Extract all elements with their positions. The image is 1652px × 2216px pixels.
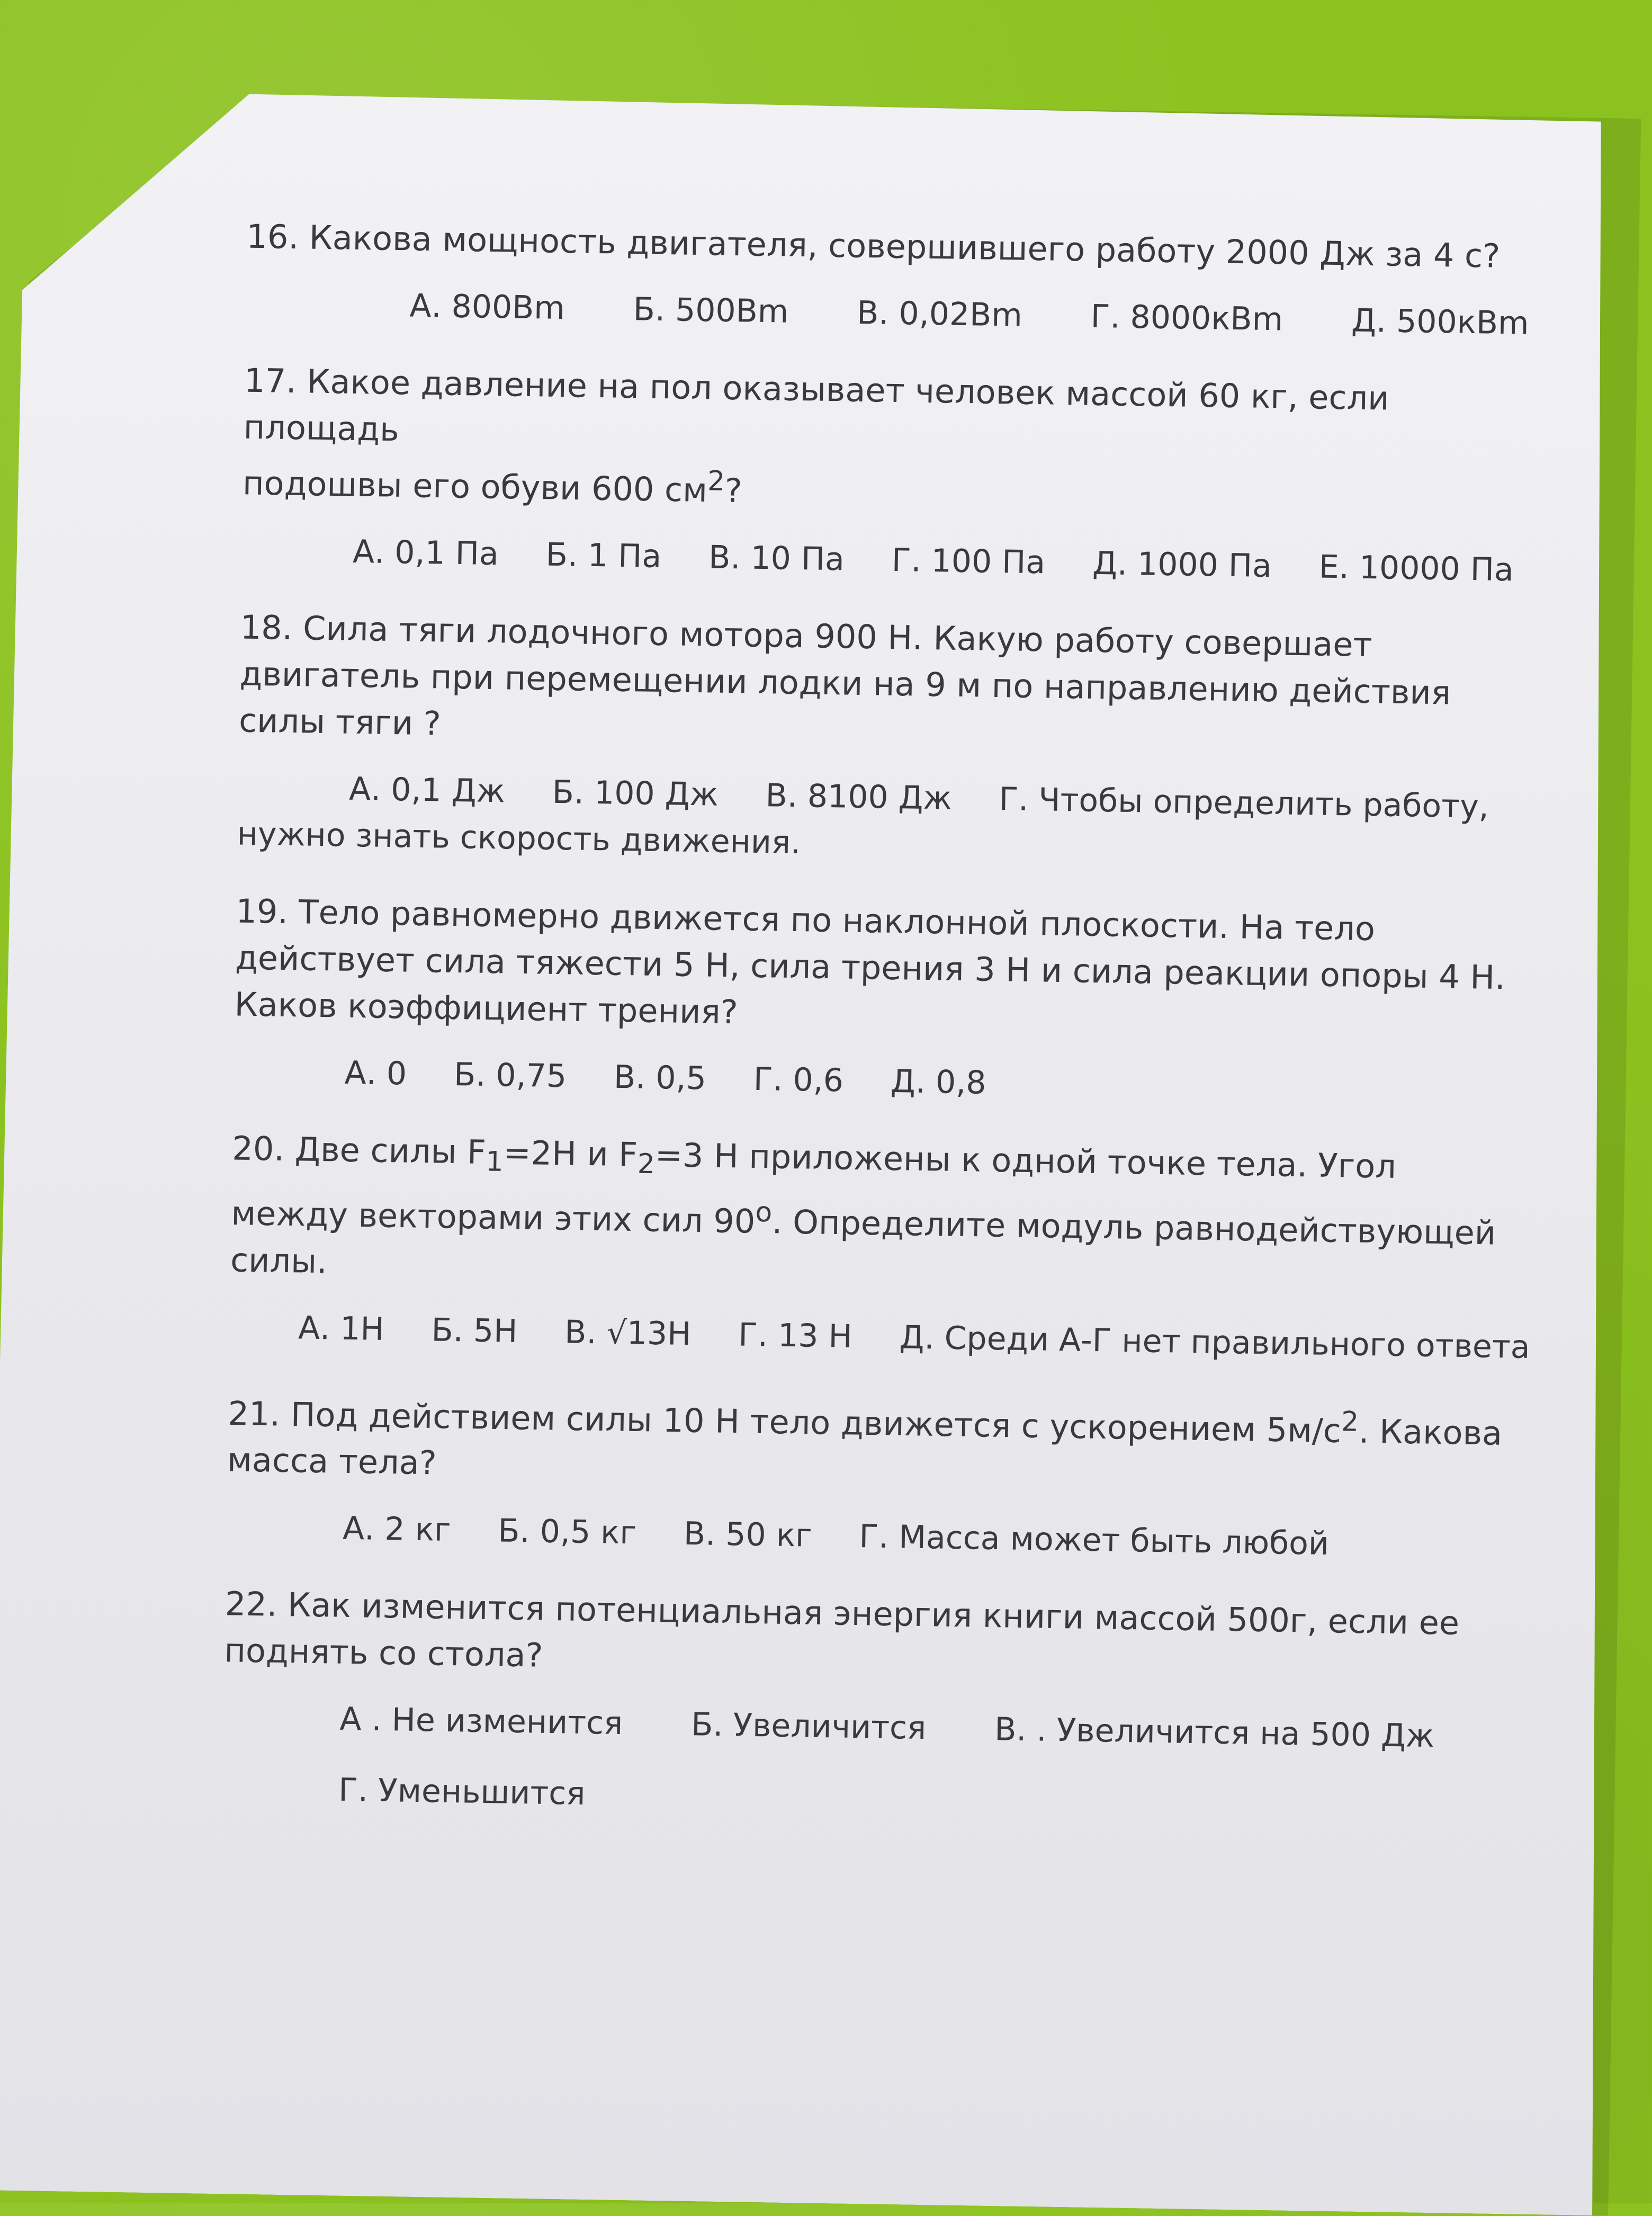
question-20-answers bbox=[229, 1304, 1531, 1369]
question-22-text: 22. Как изменится потенциальная энергия книги массой 500г, если ее поднять со стола? bbox=[224, 1584, 1460, 1675]
answer-option: А. 0,1 Па bbox=[352, 533, 499, 573]
answer-option: В. 50 кг bbox=[683, 1515, 813, 1555]
question-21 bbox=[226, 1381, 1510, 1569]
answer-option: Б. 0,5 кг bbox=[497, 1512, 637, 1552]
answer-option: Д. Среди А-Г нет правильного ответа bbox=[899, 1318, 1531, 1366]
answer-option: В. . Увеличится на 500 Дж bbox=[994, 1711, 1435, 1755]
text-segment: =2Н и F bbox=[503, 1133, 638, 1174]
answer-option: В. 0,5 bbox=[613, 1058, 707, 1097]
degree-sign: o bbox=[755, 1196, 773, 1229]
question-22-answers-row2 bbox=[222, 1766, 1504, 1831]
answer-option: А. 800Вm bbox=[409, 287, 565, 327]
question-18-text: 18. Сила тяги лодочного мотора 900 Н. Какую работу совершает двигатель при перемещении лодки на 9 м по направлению действия силы тяги ? bbox=[238, 607, 1451, 743]
answer-option: Д. 0,8 bbox=[890, 1062, 987, 1102]
question-21-answers bbox=[226, 1505, 1508, 1569]
answer-option: Б. 100 Дж bbox=[552, 773, 719, 814]
question-20 bbox=[229, 1125, 1531, 1369]
question-17-line1: 17. Какое давление на пол оказывает человек массой 60 кг, если площадь bbox=[243, 361, 1390, 449]
answer-option: Б. Увеличится bbox=[690, 1706, 927, 1747]
answer-option: А. 0 bbox=[344, 1054, 407, 1093]
answer-option: Е. 10000 Па bbox=[1318, 548, 1514, 588]
subscript: 1 bbox=[486, 1145, 504, 1178]
answer-option: Д. 500кВm bbox=[1351, 302, 1530, 342]
question-22-answers bbox=[223, 1695, 1505, 1760]
answer-option: А . Не изменится bbox=[339, 1701, 623, 1743]
text-segment: =3 Н приложены к одной точке тела. Угол между векторами этих сил 90 bbox=[230, 1135, 1397, 1241]
answer-option: В. 10 Па bbox=[708, 539, 845, 578]
question-20-text bbox=[230, 1125, 1513, 1303]
answer-option: Г. 13 Н bbox=[738, 1316, 853, 1355]
question-19-text: 19. Тело равномерно движется по наклонной плоскости. На тело действует сила тяжести 5 Н, сила трения 3 Н и сила реакции опоры 4 Н. Каков коэффициент трения? bbox=[234, 891, 1506, 1032]
question-19-answers bbox=[233, 1049, 1515, 1113]
question-16-text: 16. Какова мощность двигателя, совершившего работу 2000 Дж за 4 с? bbox=[246, 217, 1501, 275]
text-segment: 20. Две силы F bbox=[231, 1129, 487, 1172]
answer-option: Д. 1000 Па bbox=[1092, 544, 1272, 585]
question-22 bbox=[222, 1581, 1507, 1831]
question-19 bbox=[233, 888, 1518, 1113]
question-21-text bbox=[227, 1381, 1510, 1504]
answer-option: Б. 1 Па bbox=[545, 536, 662, 575]
answer-option: Г. 8000кВm bbox=[1090, 298, 1283, 338]
answer-option: Б. 500Вm bbox=[633, 291, 789, 330]
subscript: 2 bbox=[637, 1148, 656, 1180]
text-segment: . Какова масса тела? bbox=[227, 1411, 1503, 1482]
answer-option: А. 2 кг bbox=[342, 1510, 451, 1549]
question-17-text bbox=[243, 358, 1526, 527]
answer-option: Б. 5Н bbox=[431, 1311, 518, 1350]
answer-option: Г. Уменьшится bbox=[338, 1772, 586, 1813]
question-17-answers bbox=[241, 528, 1523, 592]
answer-option: А. 1Н bbox=[298, 1309, 385, 1348]
text-segment: . Определите модуль равнодействующей силы. bbox=[230, 1202, 1496, 1281]
answer-option: А. 0,1 Дж bbox=[348, 770, 506, 810]
test-content bbox=[221, 213, 1531, 1863]
question-18 bbox=[237, 604, 1522, 876]
answer-option: Г. Чтобы определить работу, bbox=[999, 780, 1489, 826]
answer-option: Б. 0,75 bbox=[453, 1056, 567, 1095]
question-17-line2-end: ? bbox=[724, 471, 743, 511]
answer-option: Г. Масса может быть любой bbox=[859, 1518, 1330, 1563]
answer-option: Г. 0,6 bbox=[753, 1060, 844, 1100]
superscript: 2 bbox=[1341, 1406, 1359, 1438]
question-17-line2: подошвы его обуви 600 см bbox=[242, 463, 708, 510]
question-16 bbox=[245, 213, 1528, 346]
answer-option: Г. 100 Па bbox=[891, 541, 1046, 582]
answer-option: В. √13Н bbox=[564, 1313, 692, 1353]
question-16-answers bbox=[245, 281, 1530, 346]
text-segment: 21. Под действием силы 10 Н тело движется с ускорением 5м/с bbox=[228, 1393, 1342, 1450]
question-17 bbox=[241, 358, 1526, 593]
superscript: 2 bbox=[707, 465, 725, 497]
answer-continuation: нужно знать скорость движения. bbox=[237, 815, 801, 861]
answer-option: В. 0,02Вm bbox=[856, 294, 1023, 334]
answer-option: В. 8100 Дж bbox=[765, 776, 953, 817]
